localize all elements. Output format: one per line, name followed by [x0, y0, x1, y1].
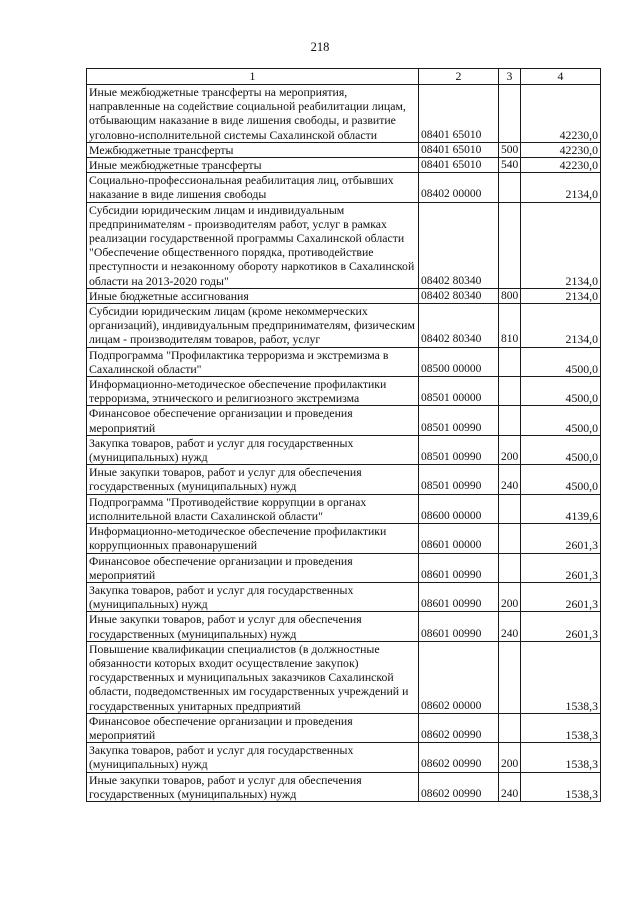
- row-amount: 2134,0: [521, 202, 601, 288]
- row-name: Финансовое обеспечение организации и проведения мероприятий: [87, 713, 419, 742]
- table-row: [87, 612, 601, 641]
- row-amount: 2134,0: [521, 304, 601, 348]
- row-code: 08402 00000: [419, 173, 499, 202]
- table-row: [87, 347, 601, 376]
- row-name: Закупка товаров, работ и услуг для государственных (муниципальных) нужд: [87, 743, 419, 772]
- row-expense-type: [499, 377, 521, 406]
- row-name: Финансовое обеспечение организации и проведения мероприятий: [87, 406, 419, 435]
- row-name: Закупка товаров, работ и услуг для государственных (муниципальных) нужд: [87, 582, 419, 611]
- row-code: 08602 00000: [419, 641, 499, 713]
- row-amount: 2601,3: [521, 582, 601, 611]
- row-name: Информационно-методическое обеспечение профилактики терроризма, этнического и религиозного экстремизма: [87, 377, 419, 406]
- row-expense-type: 200: [499, 582, 521, 611]
- table-row: [87, 377, 601, 406]
- row-name: Закупка товаров, работ и услуг для государственных (муниципальных) нужд: [87, 435, 419, 464]
- row-expense-type: [499, 347, 521, 376]
- header-col-2: 2: [419, 69, 499, 85]
- row-code: 08602 00990: [419, 772, 499, 801]
- row-code: 08401 65010: [419, 158, 499, 173]
- row-code: 08601 00000: [419, 524, 499, 553]
- row-code: 08501 00990: [419, 435, 499, 464]
- row-amount: 2134,0: [521, 173, 601, 202]
- row-amount: 2601,3: [521, 553, 601, 582]
- row-name: Финансовое обеспечение организации и проведения мероприятий: [87, 553, 419, 582]
- row-name: Иные межбюджетные трансферты: [87, 158, 419, 173]
- row-amount: 2134,0: [521, 288, 601, 303]
- row-name: Подпрограмма "Противодействие коррупции в органах исполнительной власти Сахалинской области": [87, 494, 419, 523]
- row-code: 08500 00000: [419, 347, 499, 376]
- row-name: Иные закупки товаров, работ и услуг для обеспечения государственных (муниципальных) нужд: [87, 612, 419, 641]
- row-name: Иные бюджетные ассигнования: [87, 288, 419, 303]
- row-expense-type: 800: [499, 288, 521, 303]
- row-expense-type: 240: [499, 772, 521, 801]
- row-name: Иные закупки товаров, работ и услуг для обеспечения государственных (муниципальных) нужд: [87, 465, 419, 494]
- table-body: [87, 85, 601, 802]
- row-code: 08601 00990: [419, 612, 499, 641]
- row-expense-type: 540: [499, 158, 521, 173]
- row-code: 08501 00990: [419, 406, 499, 435]
- row-expense-type: 240: [499, 465, 521, 494]
- header-col-1: 1: [87, 69, 419, 85]
- row-code: 08601 00990: [419, 582, 499, 611]
- row-amount: 42230,0: [521, 85, 601, 143]
- table-row: [87, 142, 601, 157]
- row-amount: 1538,3: [521, 713, 601, 742]
- table-row: [87, 465, 601, 494]
- table-row: [87, 173, 601, 202]
- table-row: [87, 288, 601, 303]
- table-row: [87, 582, 601, 611]
- row-expense-type: [499, 202, 521, 288]
- table-row: [87, 713, 601, 742]
- row-amount: 4139,6: [521, 494, 601, 523]
- row-code: 08401 65010: [419, 85, 499, 143]
- row-expense-type: 200: [499, 435, 521, 464]
- table-row: [87, 641, 601, 713]
- row-name: Иные межбюджетные трансферты на мероприятия, направленные на содействие социальной реабилитации лицам, отбывающим наказание в виде лишения свободы, и развитие уголовно-исполнительной системы Сахалинской области: [87, 85, 419, 143]
- row-expense-type: [499, 173, 521, 202]
- row-amount: 4500,0: [521, 347, 601, 376]
- table-row: [87, 85, 601, 143]
- row-name: Социально-профессиональная реабилитация лиц, отбывших наказание в виде лишения свободы: [87, 173, 419, 202]
- row-amount: 4500,0: [521, 377, 601, 406]
- header-col-4: 4: [521, 69, 601, 85]
- page-number: 218: [310, 40, 330, 54]
- table-row: [87, 435, 601, 464]
- row-code: 08401 65010: [419, 142, 499, 157]
- row-code: 08402 80340: [419, 304, 499, 348]
- row-expense-type: [499, 494, 521, 523]
- row-code: 08501 00990: [419, 465, 499, 494]
- table-row: [87, 304, 601, 348]
- table-row: [87, 406, 601, 435]
- row-expense-type: 240: [499, 612, 521, 641]
- header-row: [87, 69, 601, 85]
- row-amount: 4500,0: [521, 465, 601, 494]
- row-expense-type: [499, 553, 521, 582]
- budget-table: [86, 68, 601, 802]
- row-expense-type: [499, 713, 521, 742]
- header-col-3: 3: [499, 69, 521, 85]
- row-amount: 2601,3: [521, 612, 601, 641]
- row-code: 08402 80340: [419, 288, 499, 303]
- row-expense-type: [499, 85, 521, 143]
- row-amount: 1538,3: [521, 772, 601, 801]
- table-row: [87, 553, 601, 582]
- row-code: 08600 00000: [419, 494, 499, 523]
- row-code: 08602 00990: [419, 713, 499, 742]
- row-code: 08601 00990: [419, 553, 499, 582]
- row-expense-type: 500: [499, 142, 521, 157]
- table-row: [87, 743, 601, 772]
- row-amount: 4500,0: [521, 406, 601, 435]
- row-amount: 1538,3: [521, 641, 601, 713]
- row-name: Подпрограмма "Профилактика терроризма и экстремизма в Сахалинской области": [87, 347, 419, 376]
- table-row: [87, 524, 601, 553]
- row-name: Межбюджетные трансферты: [87, 142, 419, 157]
- row-expense-type: 810: [499, 304, 521, 348]
- row-code: 08402 80340: [419, 202, 499, 288]
- row-amount: 2601,3: [521, 524, 601, 553]
- row-name: Повышение квалификации специалистов (в должностные обязанности которых входит осуществление закупок) государственных и муниципальных заказчиков Сахалинской области, подведомственных им государственных учреждений и государственных унитарных предприятий: [87, 641, 419, 713]
- row-name: Субсидии юридическим лицам (кроме некоммерческих организаций), индивидуальным предпринимателям, физическим лицам - производителям товаров, работ, услуг: [87, 304, 419, 348]
- row-amount: 4500,0: [521, 435, 601, 464]
- table-row: [87, 202, 601, 288]
- table-row: [87, 158, 601, 173]
- row-amount: 42230,0: [521, 158, 601, 173]
- row-expense-type: [499, 406, 521, 435]
- row-amount: 42230,0: [521, 142, 601, 157]
- row-name: Субсидии юридическим лицам и индивидуальным предпринимателям - производителям работ, услуг в рамках реализации государственной программы Сахалинской области "Обеспечение общественного порядка, противодействие преступности и незаконному обороту наркотиков в Сахалинской области на 2013-2020 годы": [87, 202, 419, 288]
- row-expense-type: [499, 524, 521, 553]
- table-row: [87, 494, 601, 523]
- row-amount: 1538,3: [521, 743, 601, 772]
- row-expense-type: [499, 641, 521, 713]
- row-expense-type: 200: [499, 743, 521, 772]
- row-name: Информационно-методическое обеспечение профилактики коррупционных правонарушений: [87, 524, 419, 553]
- row-code: 08501 00000: [419, 377, 499, 406]
- row-code: 08602 00990: [419, 743, 499, 772]
- table-row: [87, 772, 601, 801]
- row-name: Иные закупки товаров, работ и услуг для обеспечения государственных (муниципальных) нужд: [87, 772, 419, 801]
